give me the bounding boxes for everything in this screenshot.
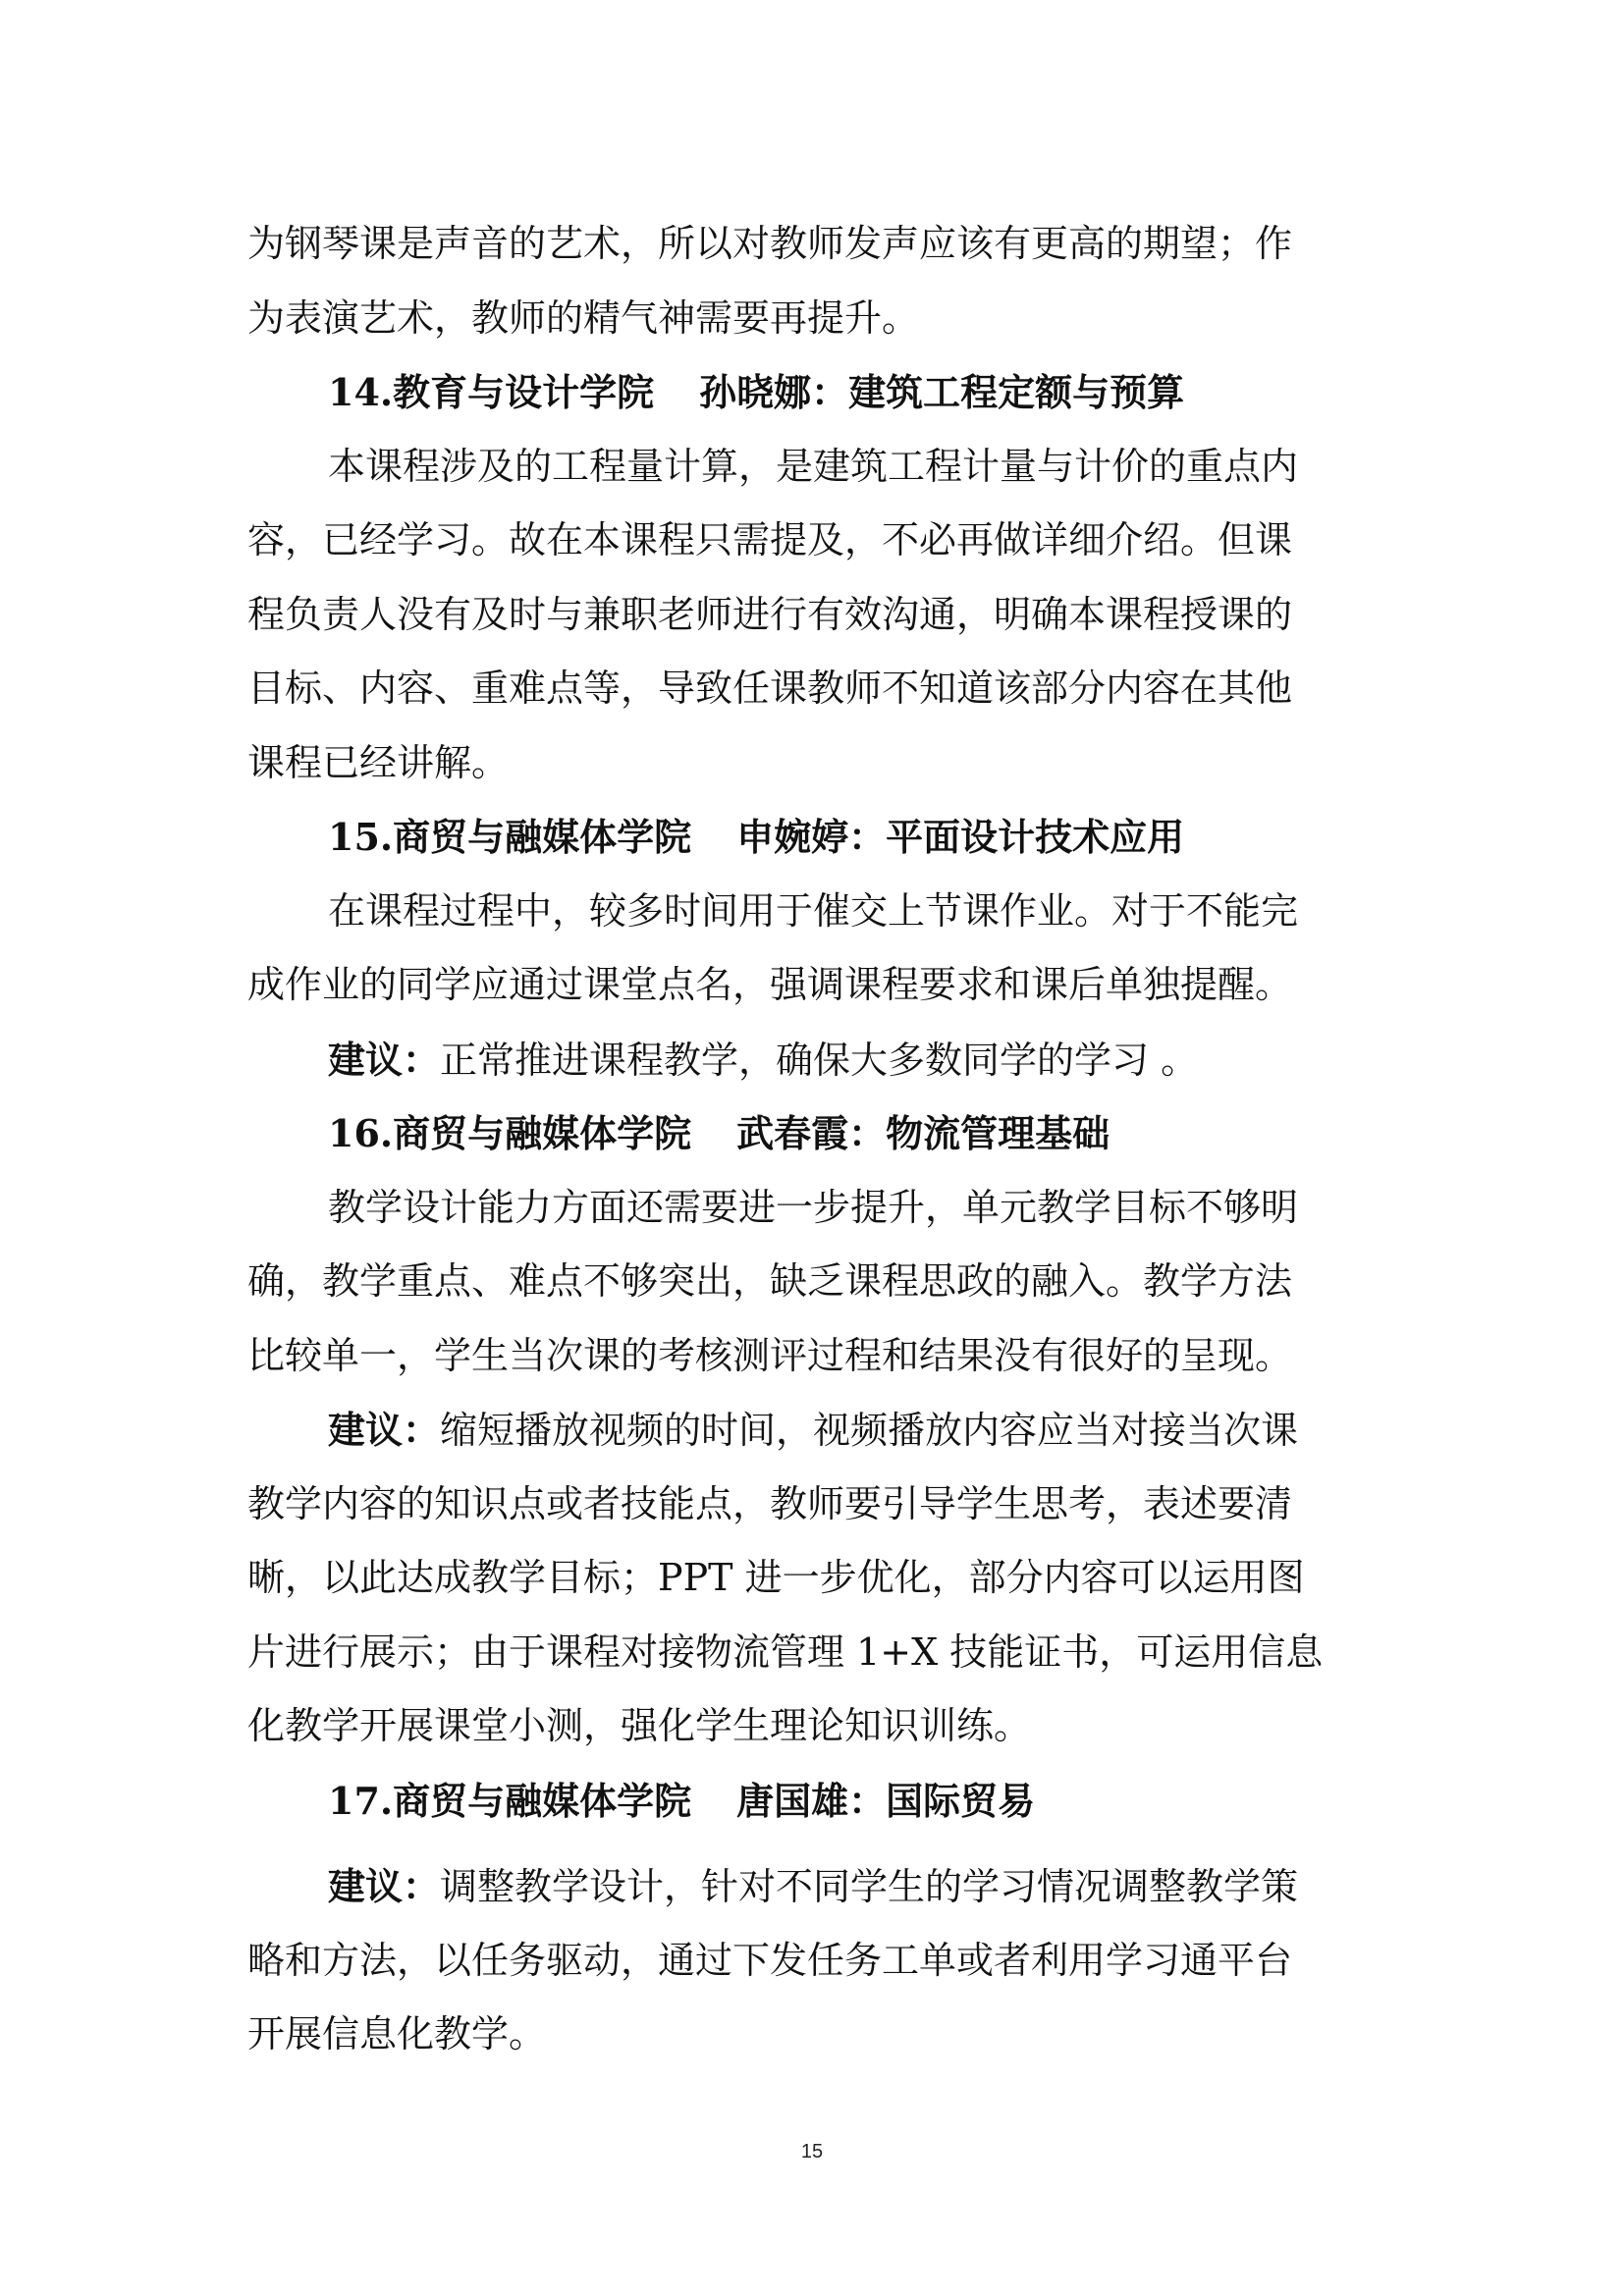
suggestion-line — [247, 1023, 1382, 1097]
suggestion-line: 教学内容的知识点或者技能点，教师要引导学生思考，表述要清 — [247, 1481, 1293, 1525]
section-spacer — [247, 1838, 1382, 1849]
suggestion-text: 调整教学设计，针对不同学生的学习情况调整教学策 — [440, 1865, 1299, 1908]
paragraph-line: 容，已经学习。故在本课程只需提及，不必再做详细介绍。但课 — [247, 518, 1293, 561]
section-heading-16 — [247, 1096, 1382, 1171]
section-college: 教育与设计学院 — [393, 370, 655, 414]
page-number: 15 — [800, 2141, 824, 2163]
suggestion-line: 晰，以此达成教学目标；PPT 进一步优化，部分内容可以运用图 — [247, 1556, 1305, 1599]
suggestion-text: 正常推进课程教学，确保大多数同学的学习 。 — [440, 1038, 1199, 1082]
section-heading-17 — [247, 1764, 1382, 1839]
section-number: 17. — [328, 1778, 394, 1823]
page-content — [247, 207, 1382, 2072]
suggestion-label: 建议： — [328, 1408, 441, 1452]
paragraph-line: 程负责人没有及时与兼职老师进行有效沟通，明确本课程授课的 — [247, 592, 1293, 636]
section-college: 商贸与融媒体学院 — [393, 815, 692, 859]
section-college: 商贸与融媒体学院 — [393, 1778, 692, 1823]
suggestion-line — [247, 1393, 1382, 1468]
suggestion-line — [247, 1849, 1382, 1924]
paragraph-line: 在课程过程中，较多时间用于催交上节课作业。对于不能完 — [328, 888, 1299, 933]
paragraph-line: 确，教学重点、难点不够突出，缺乏课程思政的融入。教学方法 — [247, 1259, 1293, 1303]
paragraph-line: 教学设计能力方面还需要进一步提升，单元教学目标不够明 — [328, 1185, 1299, 1229]
paragraph-line: 为钢琴课是声音的艺术，所以对教师发声应该有更高的期望；作 — [247, 222, 1293, 265]
suggestion-line: 化教学开展课堂小测，强化学生理论知识训练。 — [247, 1704, 1032, 1747]
paragraph-line: 目标、内容、重难点等，导致任课教师不知道该部分内容在其他 — [247, 667, 1293, 710]
paragraph-line: 本课程涉及的工程量计算，是建筑工程计量与计价的重点内 — [328, 444, 1299, 488]
section-teacher-course: 申婉婷：平面设计技术应用 — [736, 815, 1185, 859]
suggestion-line: 开展信息化教学。 — [247, 2012, 547, 2056]
suggestion-label: 建议： — [328, 1037, 441, 1082]
paragraph-line: 课程已经讲解。 — [247, 740, 510, 784]
section-teacher-course: 唐国雄：国际贸易 — [736, 1778, 1036, 1823]
paragraph-line: 为表演艺术，教师的精气神需要再提升。 — [247, 295, 920, 340]
section-heading-15 — [247, 800, 1382, 875]
paragraph-line: 成作业的同学应通过课堂点名，强调课程要求和课后单独提醒。 — [247, 963, 1293, 1006]
section-number: 15. — [328, 815, 394, 859]
section-number: 16. — [328, 1111, 394, 1155]
suggestion-text: 缩短播放视频的时间，视频播放内容应当对接当次课 — [440, 1409, 1299, 1452]
section-teacher-course: 武春霞：物流管理基础 — [736, 1111, 1110, 1155]
section-heading-14 — [247, 355, 1382, 430]
suggestion-line: 略和方法，以任务驱动，通过下发任务工单或者利用学习通平台 — [247, 1938, 1293, 1982]
section-number: 14. — [328, 370, 394, 414]
suggestion-line: 片进行展示；由于课程对接物流管理 1+X 技能证书，可运用信息 — [247, 1629, 1324, 1674]
paragraph-line: 比较单一，学生当次课的考核测评过程和结果没有很好的呈现。 — [247, 1333, 1293, 1377]
suggestion-label: 建议： — [328, 1864, 441, 1908]
section-college: 商贸与融媒体学院 — [393, 1111, 692, 1155]
section-teacher-course: 孙晓娜：建筑工程定额与预算 — [699, 370, 1185, 414]
